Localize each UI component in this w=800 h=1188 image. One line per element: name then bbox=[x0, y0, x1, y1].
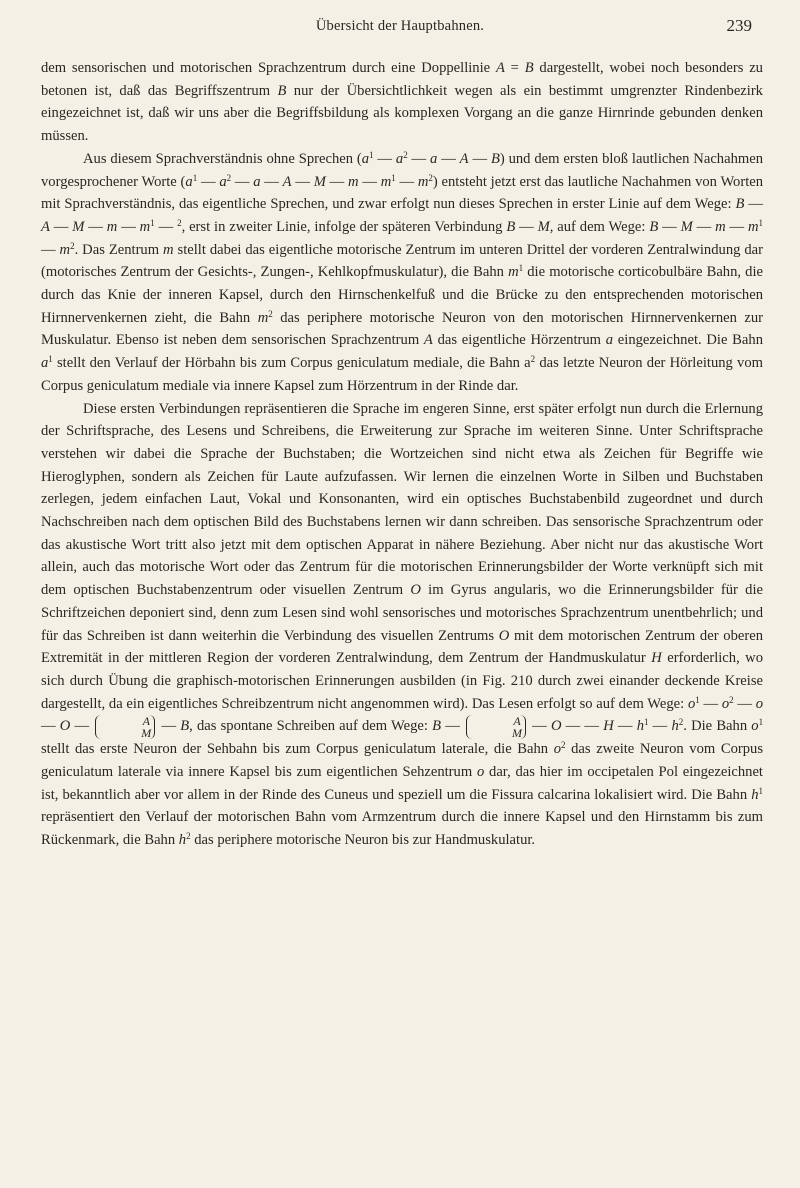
paragraph-1: dem sensorischen und motorischen Sprachzentrum durch eine Doppellinie A = B dargestellt, wobei noch besonders zu betonen ist, daß das Begriffszentrum B nur der Übersichtlichkeit wegen als ein bestimmt umgrenzter Rindenbezirk eingezeichnet ist, daß wir uns aber die Begriffsbildung als komplexen Vorgang an die ganze Hirnrinde gebunden denken müssen. bbox=[41, 60, 763, 145]
page-number: 239 bbox=[726, 16, 752, 35]
paragraph-3: Diese ersten Verbindungen repräsentieren die Sprache im engeren Sinne, erst später erfolgt nun durch die Erlernung der Schriftsprache, des Lesens und Schreibens, die Erweiterung zur Sprache im weiteren Sinne. Unter Schriftsprache verstehen wir dabei die Sprache der Buchstaben; die Wortzeichen sind nicht etwa als Zeichen für Begriffe wie Hieroglyphen, sondern als Zeichen für Laute aufzufassen. Wir lernen die einzelnen Worte in Silben und Buchstaben zerlegen, jedem einfachen Laut, Vokal und Konsonanten, wird ein optisches Buchstabenbild zugeordnet und durch Nachschreiben nach dem optischen Bild des Buchstabens lernen wir dann schreiben. Das sensorische Sprachzentrum oder das akustische Wort tritt also jetzt mit dem optischen Apparat in nähere Beziehung. Aber nicht nur das akustische Wort allein, auch das motorische Wort oder das Zentrum für die motorischen Erinnerungsbilder der Worte verknüpft sich mit dem optischen Buchstabenzentrum oder visuellen Zentrum O im Gyrus angularis, wo die Erinnerungsbilder für die Schriftzeichen deponiert sind, denn zum Lesen sind wohl sensorisches und motorisches Sprachzentrum unentbehrlich; und für das Schreiben ist dann weiterhin die Verbindung des visuellen Zentrums O mit dem motorischen Zentrum der oberen Extremität in der mittleren Region der vorderen Zentralwindung, dem Zentrum der Handmuskulatur H erforderlich, wo sich durch Übung die graphisch-motorischen Erinnerungen ausbilden (in Fig. 210 durch zwei einander deckende Kreise dargestellt, da ein eigentliches Schreibzentrum nicht angenommen wird). Das Lesen erfolgt so auf dem Wege: $o^1$ — $o^2$ — o — O — A M — B, das spontane Schreiben auf dem Wege: B — A M — O — — H — $h^1$ — $h^2$. Die Bahn $o^1$ stellt das erste Neuron der Sehbahn bis zum Corpus geniculatum laterale, die Bahn $o^2$ das zweite Neuron vom Corpus geniculatum laterale via innere Kapsel bis zum eigentlichen Sehzentrum o dar, das hier im occipetalen Pol eingezeichnet ist, bekanntlich aber vor allem in der Rinde des Cuneus und speziell um die Fissura calcarina lokalisiert wird. Die Bahn $h^1$ repräsentiert den Verlauf der motorischen Bahn vom Armzentrum durch die innere Kapsel und den Hirnstamm bis zum Rückenmark, die Bahn $h^2$ das periphere motorische Neuron bis zur Handmuskulatur. bbox=[41, 400, 764, 848]
running-head: Übersicht der Hauptbahnen. bbox=[315, 18, 485, 34]
paragraph-2: Aus diesem Sprachverständnis ohne Sprechen ($a^1$ — $a^2$ — a — A — B) und dem ersten bloß lautlichen Nachahmen vorgesprochener Worte ($a^1$ — $a^2$ — a — A — M — m — $m^1$ — $m^2$) entsteht jetzt erst das lautliche Nachahmen von Worten mit Sprachverständnis, das eigentliche Sprechen, und zwar erfolgt nun dieses Sprechen in erster Linie auf dem Wege: B — A — M — m — $m^1$ — $^2$, erst in zweiter Linie, infolge der späteren Verbindung B — M, auf dem Wege: B — M — m — $m^1$ — $m^2$. Das Zentrum m stellt dabei das eigentliche motorische Zentrum im unteren Drittel der vorderen Zentralwindung dar (motorisches Zentrum der Gesichts-, Zungen-, Kehlkopfmuskulatur), die Bahn $m^1$ die motorische corticobulbäre Bahn, die durch das Knie der inneren Kapsel, durch den Hirnschenkelfuß und die Brücke zu den entsprechenden motorischen Hirnnervenkernen zieht, die Bahn $m^2$ das periphere motorische Neuron von den motorischen Hirnnervenkernen zur Muskulatur. Ebenso ist neben dem sensorischen Sprachzentrum A das eigentliche Hörzentrum a eingezeichnet. Die Bahn $a^1$ stellt den Verlauf der Hörbahn bis zum Corpus geniculatum mediale, die Bahn $a^2$ das letzte Neuron der Hörleitung vom Corpus geniculatum mediale via innere Kapsel zum Hörzentrum in der Rinde dar. bbox=[41, 149, 764, 394]
body-text bbox=[41, 57, 763, 852]
